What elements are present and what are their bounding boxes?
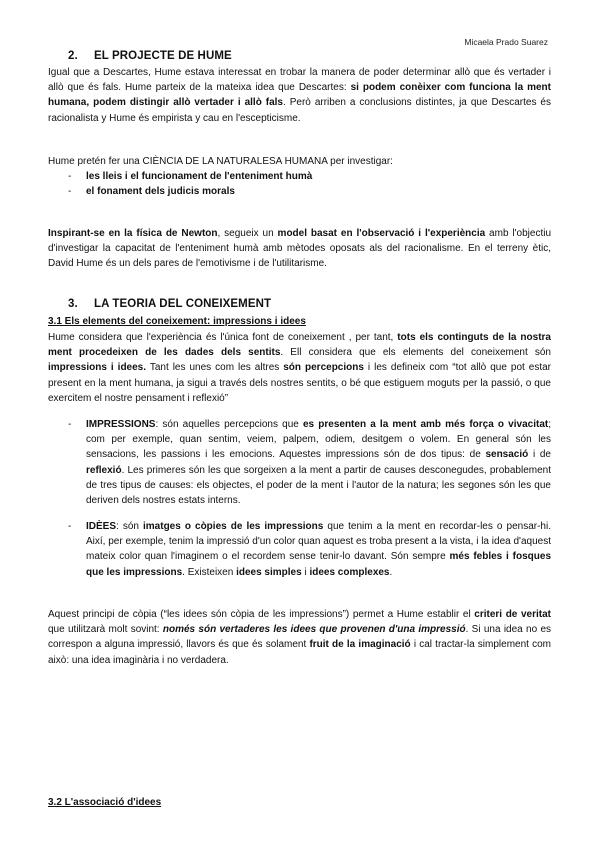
section-3-number: 3. <box>68 298 78 310</box>
section-2-number: 2. <box>68 50 78 62</box>
section-3-heading <box>48 298 271 310</box>
section-2-paragraph-3: Inspirant-se en la física de Newton, segueix un model basat en l'observació i l'experiència amb l'objectiu d'investigar la capacitat de l'enteniment humà amb mètodes oposats als del racionalisme. En el terreny ètic, David Hume és un dels pares de l'emotivisme i de l'utilitarisme. <box>48 228 552 270</box>
section-2-heading <box>48 50 232 62</box>
section-3-title: LA TEORIA DEL CONEIXEMENT <box>94 298 272 310</box>
list-item: - el fonament dels judicis morals <box>68 186 235 197</box>
impressions-list-item: - IMPRESSIONS: són aquelles percepcions que es presenten a la ment amb més força o vivacitat; com per exemple, quan sentim, veiem, palpem, odiem, desitgem o volem. En general són les sensacions, les passions i les emocions. Aquestes impressions són de dos tipus: de sensació i de reflexió. Les primeres són les que sorgeixen a la ment a partir de causes desconegudes, probablement de tres tipus de causes: els objectes, el poder de la ment i l'autor de la natura; les segones són les que deriven dels nostres estats interns. <box>68 419 551 507</box>
subsection-3-2-title: 3.2 L'associació d'idees <box>48 797 162 808</box>
subsection-3-1-title: 3.1 Els elements del coneixement: impressions i idees <box>48 316 306 327</box>
section-3-paragraph-2: Aquest principi de còpia (“les idees són còpia de les impressions”) permet a Hume establir el criteri de veritat que utilitzarà molt sovint: només són vertaderes les idees que provenen d'una impressió. Si una idea no es correspon a alguna impressió, llavors és que és solament fruit de la imaginació i cal tractar-la simplement com això: una idea imaginària i no verdadera. <box>48 609 552 666</box>
list-item: - les lleis i el funcionament de l'enteniment humà <box>68 171 313 182</box>
author-name: Micaela Prado Suarez <box>464 37 548 47</box>
section-3-paragraph-1: Hume considera que l'experiència és l'única font de coneixement , per tant, tots els continguts de la nostra ment procedeixen de les dades dels sentits. Ell considera que els elements del coneixement són impressions i idees. Tant les unes com les altres són percepcions i les defineix com “tot allò que pot estar present en la ment humana, ja sigui a través dels nostres sentits, o bé que estiguem moguts per la passió, o que exercitem el nostre pensament i reflexió” <box>48 332 552 404</box>
section-2-paragraph-2: Hume pretén fer una CIÈNCIA DE LA NATURALESA HUMANA per investigar: <box>48 156 393 167</box>
section-2-title: EL PROJECTE DE HUME <box>94 50 232 62</box>
section-2-paragraph-1: Igual que a Descartes, Hume estava interessat en trobar la manera de poder determinar allò que és vertader i allò que és fals. Hume parteix de la mateixa idea que Descartes: si podem conèixer com funciona la ment humana, podem distingir allò vertader i allò fals. Però arriben a conclusions distintes, ja que Descartes és racionalista y Hume és empirista y cau en l'escepticisme. <box>48 67 551 124</box>
idees-list-item: - IDÈES: són imatges o còpies de les impressions que tenim a la ment en recordar-les o pensar-hi. Així, per exemple, tenim la impressió d'un color quan aquest es troba present a la vista, i la idea d'aquest mateix color quan l'imaginem o el recordem sense tenir-lo davant. Són sempre més febles i fosques que les impressions. Existeixen idees simples i idees complexes. <box>68 521 552 578</box>
